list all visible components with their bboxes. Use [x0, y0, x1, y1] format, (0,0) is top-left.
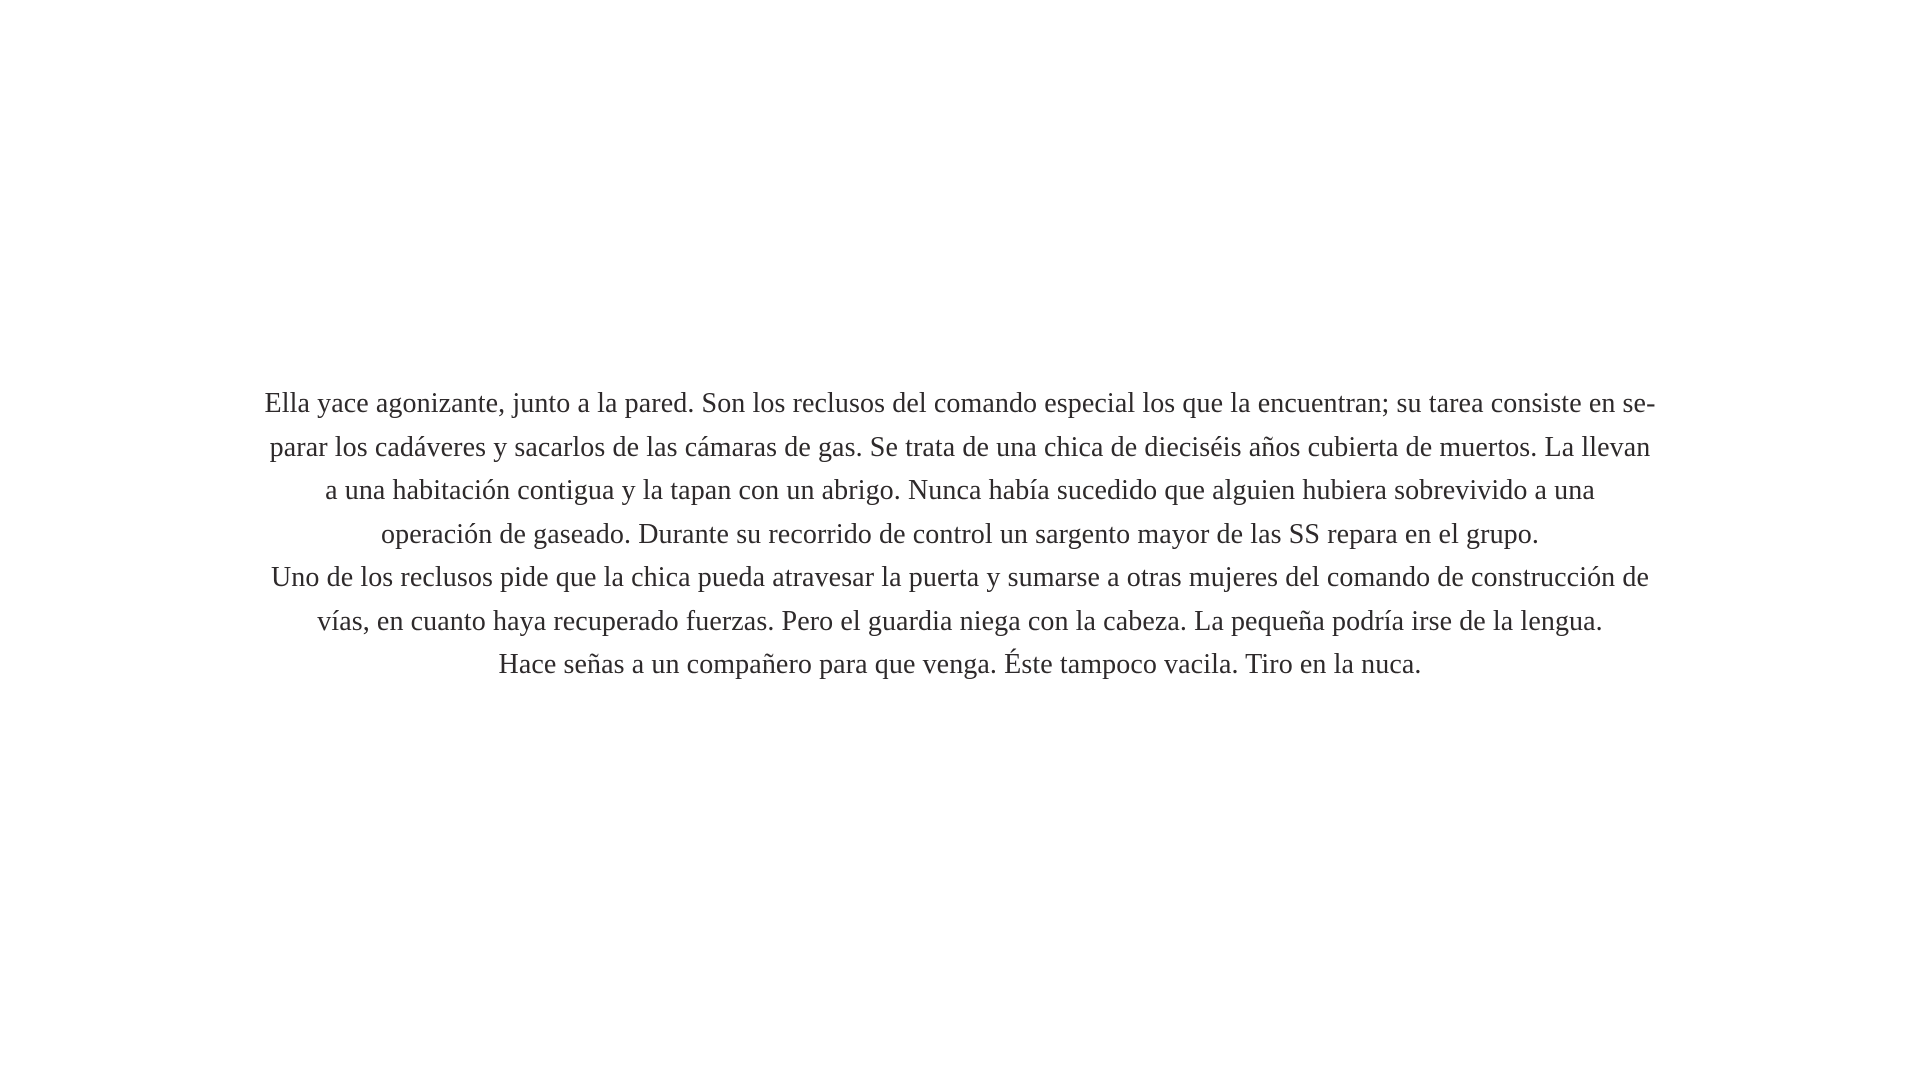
- text-line-4: operación de gaseado. Durante su recorrido de control un sargento mayor de las SS repara en el grupo.: [381, 518, 1539, 550]
- text-line-6: vías, en cuanto haya recuperado fuerzas. Pero el guardia niega con la cabeza. La pequeña podría irse de la lengua.: [317, 605, 1603, 637]
- text-line-1: Ella yace agonizante, junto a la pared. Son los reclusos del comando especial los que la encuentran; su tarea consiste en se-: [264, 388, 1656, 419]
- text-line-2: parar los cadáveres y sacarlos de las cámaras de gas. Se trata de una chica de dieciséis años cubierta de muertos. La llevan: [269, 431, 1651, 463]
- text-line-5: Uno de los reclusos pide que la chica pueda atravesar la puerta y sumarse a otras mujeres del comando de construcción de: [270, 562, 1650, 593]
- body-text: [0, 382, 1920, 687]
- text-line-7: Hace señas a un compañero para que venga. Éste tampoco vacila. Tiro en la nuca.: [498, 649, 1422, 680]
- text-line-3: a una habitación contigua y la tapan con un abrigo. Nunca había sucedido que alguien hubiera sobrevivido a una: [325, 475, 1595, 506]
